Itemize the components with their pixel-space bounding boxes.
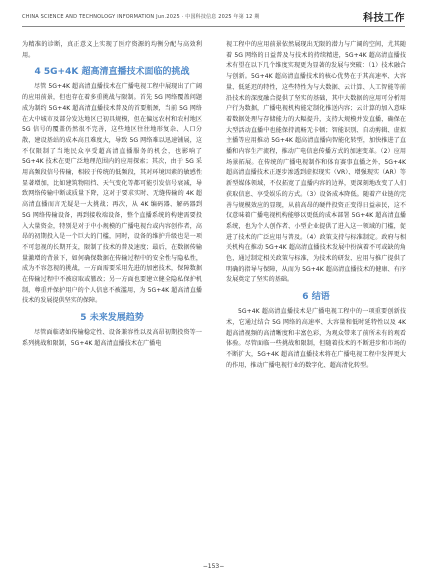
page-header — [22, 8, 405, 27]
right-column — [226, 40, 406, 371]
paragraph: 尽管面临诸如传输稳定性、设备兼容性以及高昂初期投资等一系列挑战和限制，5G+4K 超高清直播技术在广播电 — [22, 329, 202, 347]
section-heading-trends: 5 未来发展趋势 — [80, 313, 144, 324]
paragraph: 5G+4K 超高清直播技术是广播电视工程中的一项重要创新技术，它通过结合 5G 网络的高速率、大容量和低时延特性以及 4K 超高清视频的高清晰度和丰富色彩，为观众带来了前所未有的观看体验。尽管面临一些挑战和限制，但随着技术的不断进步和市场的不断扩大，5G+4K 超高清直播技术将在广播电视工程中发挥更大的作用，推动广播电视行业的数字化、超高清化转型。 — [226, 308, 406, 369]
paragraph: 尽管 5G+4K 超高清直播技术在广播电视工程中展现出了广阔的应用前景，但也存在着多重挑战与限制。首先 5G 网络覆盖问题成为制约 5G+4K 超高清直播技术普及的首要瓶颈，当前 5G 网络在大中城市及部分发达地区已初具规模，但在偏远农村和农村地区 5G 信号的覆盖仍然很不完善，这些地区往往地形复杂、人口分散，建设基站的成本高且难度大，导致 5G 网络难以迅速铺展，这不仅限制了当地民众享受超高清直播服务的机会，也影响了 5G+4K 技术在更广泛地理范围内的应用探索；其次，由于 5G 采用高频段信号传输，相较于传统的低频段，其对环境因素的敏感性显著增加，比如建筑物阻挡、天气变化等都可能引发信号衰减，导致网络传输中断或质量下降，这对于要求实时、无缝传输的 4K 超高清直播而言无疑是一大挑战；再次，从 4K 编码器、解码器到 5G 网络传输设备，再到接收端设备，整个直播系统的构建需要投入大量资金，特别是对于中小规模的广播电视台或内容创作者，高昂的初期投入是一个巨大的门槛，同时，设备的维护升级也是一项不可忽视的长期开支，限制了技术的普及速度；最后，在数据传输量激增的背景下，如何确保数据在传输过程中的安全性与隐私性，成为不容忽视的挑战，一方面需要采用先进的加密技术，保障数据在传输过程中不被窃取或篡改；另一方面也要建立健全隐私保护机制，尊重并保护用户的个人信息不被滥用，为 5G+4K 超高清直播技术的发展提供坚实的保障。 — [22, 83, 202, 305]
section-heading-conclusion: 6 结语 — [302, 292, 330, 303]
journal-info: CHINA SCIENCE AND TECHNOLOGY INFORMATION Jun.2025 · 中国科技信息 2025 年第 12 期 — [22, 14, 260, 20]
paragraph: 为精准的诊断，真正意义上实现了医疗资源的均衡分配与高效利用。 — [22, 41, 202, 59]
left-column — [22, 40, 202, 350]
section-title: 科技工作 — [363, 13, 405, 24]
page-number: −153− — [202, 563, 225, 570]
section-heading-challenges: 4 5G+4K 超高清直播技术面临的挑战 — [34, 67, 190, 78]
paragraph: 视工程中的应用前景依然展现出无限的潜力与广阔的空间，尤其随着 5G 网络的日益普及与技术的持续精进，5G+4K 超高清直播技术有望在以下几个维度实现更为显著的发展与突破：（1）技术融合与创新。5G+4K 超高清直播技术的核心优势在于其高速率、大容量、低延迟的特性，这些特性为与大数据、云计算、人工智能等前沿技术的深度融合提供了坚实的基础，其中大数据的应用可分析用户行为数据，广播电视机构能定制化推送内容；云计算的加入意味着数据处理与存储能力的大幅提升，支持大规模并发直播，确保在大型活动直播中也能保持流畅无卡顿；智能识别、自动剪辑、虚拟主播等应用推动 5G+4K 超高清直播向智能化转型，加快推进了直播和内容生产流程，推动广电信息传播方式的加速变革。（2）应用场景拓展。在传统的广播电视制作和体育赛事直播之外，5G+4K 超高清直播技术正逐步渗透到虚拟现实（VR）、增强现实（AR）等新型媒体领域，不仅拓宽了直播内容的边界，更深刻地改变了人们获取信息、享受娱乐的方式。（3）设备成本降低。随着产业链的完善与规模效应的显现，从前高昂的硬件投资正变得日益亲民，这不仅意味着广播电视机构能够以更低的成本部署 5G+4K 超高清直播系统，也为个人创作者、小型企业提供了进入这一领域的门槛，促进了技术的广泛应用与普及。（4）政策支持与标准制定。政府与相关机构在推动 5G+4K 超高清直播技术发展中扮演着不可或缺的角色，通过制定相关政策与标准，为技术的研发、应用与推广提供了明确的指导与保障，从而为 5G+4K 超高清直播技术的健康、有序发展奠定了坚实的基础。 — [226, 41, 406, 284]
